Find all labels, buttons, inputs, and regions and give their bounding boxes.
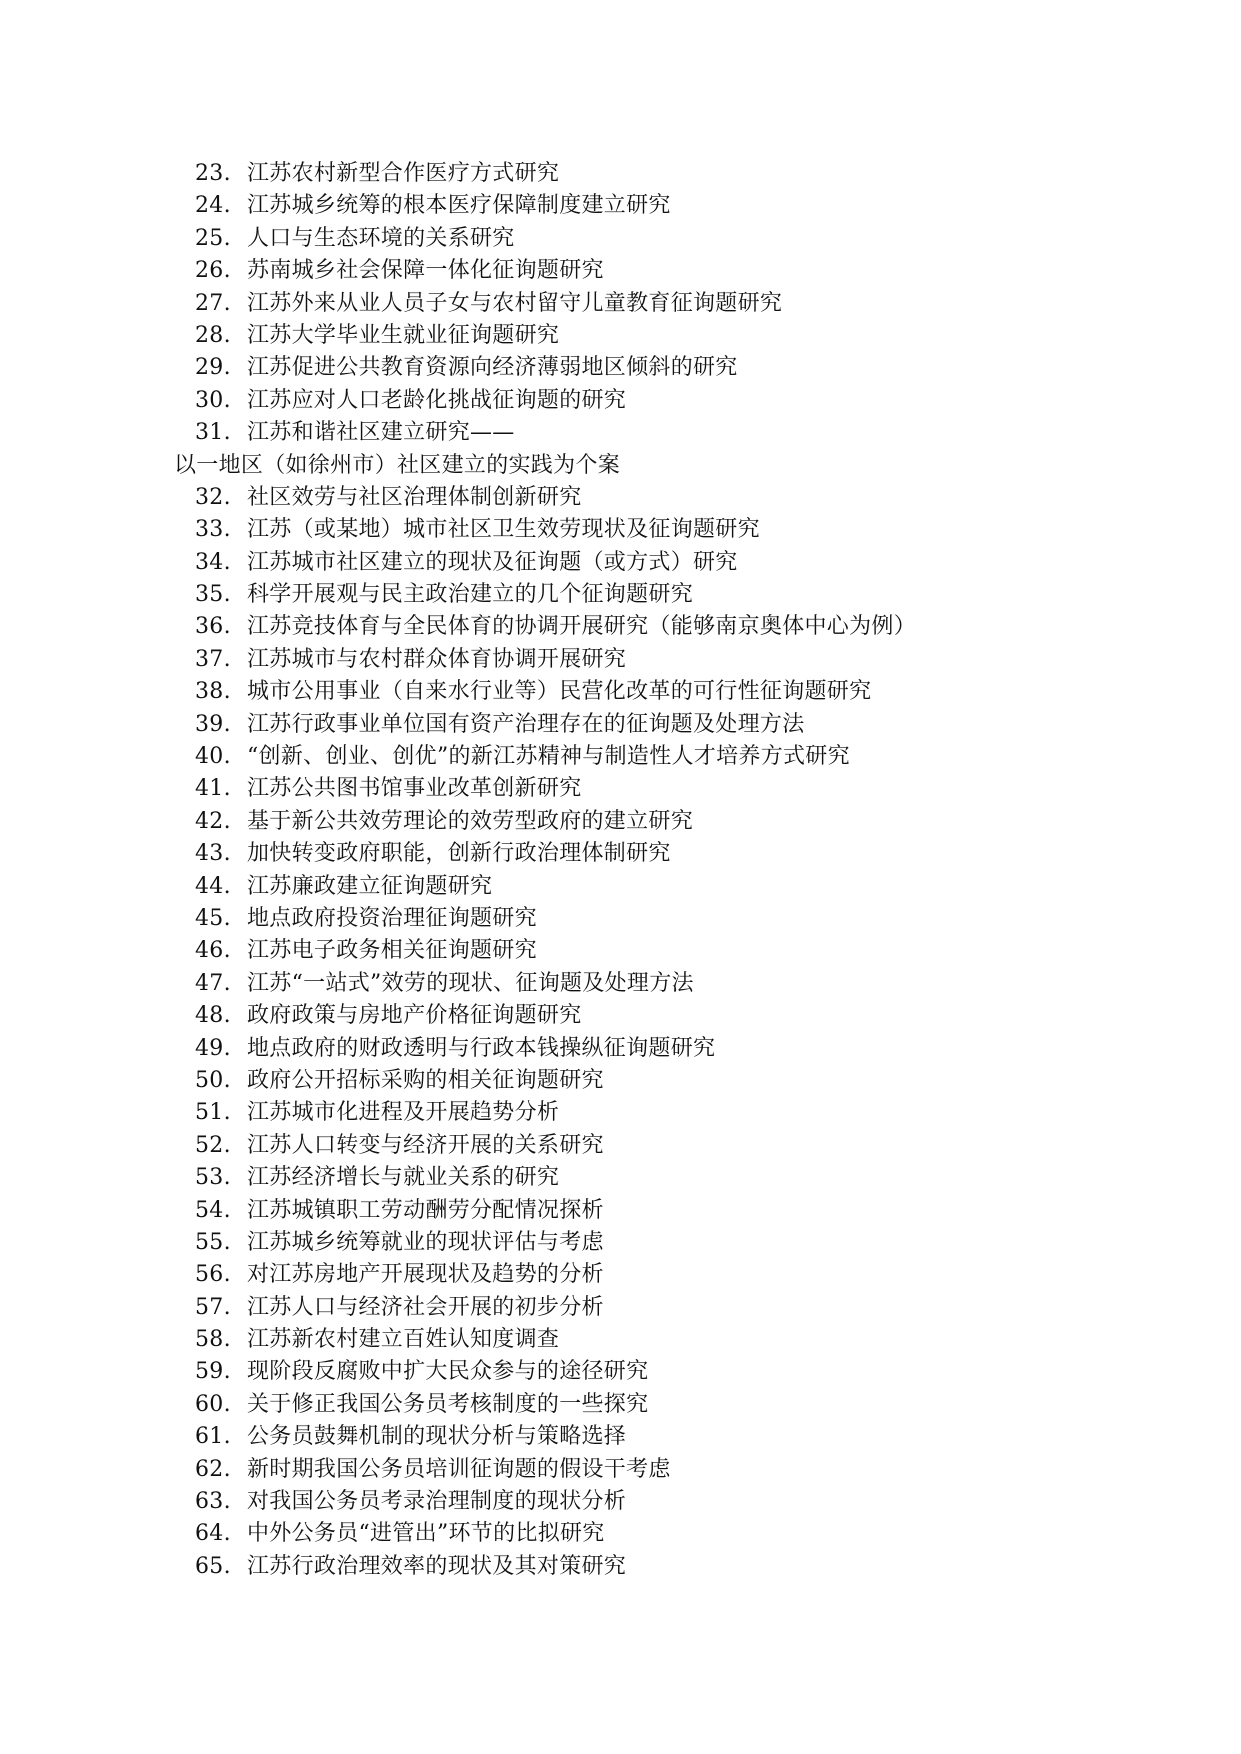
topic-number: 27 — [195, 290, 224, 316]
topic-title: “创新、创业、创优”的新江苏精神与制造性人才培养方式研究 — [247, 744, 850, 770]
topic-item — [195, 1324, 1155, 1356]
topic-item — [195, 1259, 1155, 1291]
topic-item — [195, 1195, 1155, 1227]
research-topic-list — [174, 158, 1155, 1583]
number-separator: . — [223, 646, 231, 672]
topic-index — [195, 482, 247, 514]
topic-title: 江苏城镇职工劳动酬劳分配情况探析 — [247, 1197, 604, 1223]
topic-index — [195, 1356, 247, 1388]
topic-item — [195, 773, 1155, 805]
topic-number: 43 — [195, 841, 224, 867]
topic-index — [195, 806, 247, 838]
topic-index — [195, 320, 247, 352]
number-separator: . — [223, 290, 231, 316]
topic-item — [195, 741, 1155, 773]
number-separator: . — [223, 1132, 231, 1158]
topic-number: 50 — [195, 1067, 224, 1093]
topic-item — [195, 482, 1155, 514]
topic-number: 61 — [195, 1424, 224, 1450]
number-separator: . — [223, 614, 231, 640]
topic-number: 47 — [195, 970, 224, 996]
topic-item — [195, 514, 1155, 546]
topic-title: 科学开展观与民主政治建立的几个征询题研究 — [247, 582, 694, 608]
topic-title: 江苏大学毕业生就业征询题研究 — [247, 322, 560, 348]
topic-number: 63 — [195, 1489, 224, 1515]
topic-number: 54 — [195, 1197, 224, 1223]
topic-title: 人口与生态环境的关系研究 — [247, 225, 515, 251]
topic-item — [195, 417, 1155, 449]
number-separator: . — [223, 193, 231, 219]
topic-title: 江苏（或某地）城市社区卫生效劳现状及征询题研究 — [247, 517, 760, 543]
number-separator: . — [223, 873, 231, 899]
topic-number: 23 — [195, 161, 224, 186]
topic-index — [195, 1551, 247, 1583]
topic-index — [195, 1486, 247, 1518]
topic-item — [195, 968, 1155, 1000]
topic-item — [195, 1486, 1155, 1518]
topic-title: 江苏城市与农村群众体育协调开展研究 — [247, 646, 627, 672]
topic-title: 江苏行政事业单位国有资产治理存在的征询题及处理方法 — [247, 711, 805, 737]
topic-number: 34 — [195, 549, 224, 575]
topic-continuation-line: 以一地区（如徐州市）社区建立的实践为个案 — [174, 452, 621, 478]
topic-number: 48 — [195, 1003, 224, 1029]
topic-index — [195, 579, 247, 611]
topic-title: 城市公用事业（自来水行业等）民营化改革的可行性征询题研究 — [247, 679, 872, 705]
number-separator: . — [223, 744, 231, 770]
topic-title: 江苏人口与经济社会开展的初步分析 — [247, 1294, 604, 1320]
number-separator: . — [223, 1489, 231, 1515]
number-separator: . — [223, 1262, 231, 1288]
topic-number: 25 — [195, 225, 224, 251]
number-separator: . — [223, 1521, 231, 1547]
topic-item — [195, 676, 1155, 708]
number-separator: . — [223, 808, 231, 834]
topic-index — [195, 1195, 247, 1227]
topic-item — [195, 1097, 1155, 1129]
topic-number: 38 — [195, 679, 224, 705]
number-separator: . — [223, 1165, 231, 1191]
topic-title: 江苏“一站式”效劳的现状、征询题及处理方法 — [247, 970, 694, 996]
topic-index — [195, 417, 247, 449]
topic-number: 26 — [195, 258, 224, 284]
topic-title: 江苏促进公共教育资源向经济薄弱地区倾斜的研究 — [247, 355, 738, 381]
topic-title: 江苏应对人口老龄化挑战征询题的研究 — [247, 387, 627, 413]
number-separator: . — [223, 776, 231, 802]
topic-index — [195, 385, 247, 417]
topic-number: 58 — [195, 1327, 224, 1353]
topic-index — [195, 871, 247, 903]
topic-number: 45 — [195, 905, 224, 931]
topic-index — [195, 1162, 247, 1194]
topic-title: 新时期我国公务员培训征询题的假设干考虑 — [247, 1456, 671, 1482]
topic-number: 46 — [195, 938, 224, 964]
topic-title: 社区效劳与社区治理体制创新研究 — [247, 484, 582, 510]
topic-title: 对江苏房地产开展现状及趋势的分析 — [247, 1262, 604, 1288]
topic-index — [195, 903, 247, 935]
topic-index — [195, 644, 247, 676]
topic-index — [195, 1259, 247, 1291]
topic-item — [195, 935, 1155, 967]
topic-index — [195, 1065, 247, 1097]
number-separator: . — [223, 1035, 231, 1061]
topic-number: 55 — [195, 1229, 224, 1255]
topic-number: 56 — [195, 1262, 224, 1288]
topic-number: 30 — [195, 387, 224, 413]
number-separator: . — [223, 1359, 231, 1385]
topic-number: 53 — [195, 1165, 224, 1191]
topic-item — [195, 1000, 1155, 1032]
topic-title: 地点政府的财政透明与行政本钱操纵征询题研究 — [247, 1035, 716, 1061]
topic-index — [195, 352, 247, 384]
topic-index — [195, 1000, 247, 1032]
topic-index — [195, 1130, 247, 1162]
topic-item — [195, 547, 1155, 579]
topic-title: 地点政府投资治理征询题研究 — [247, 905, 537, 931]
topic-item — [195, 871, 1155, 903]
topic-title: 对我国公务员考录治理制度的现状分析 — [247, 1489, 627, 1515]
topic-item — [195, 611, 1155, 643]
topic-number: 60 — [195, 1391, 224, 1417]
topic-title: 江苏城乡统筹就业的现状评估与考虑 — [247, 1229, 604, 1255]
topic-number: 28 — [195, 322, 224, 348]
topic-title: 江苏城市社区建立的现状及征询题（或方式）研究 — [247, 549, 738, 575]
topic-number: 39 — [195, 711, 224, 737]
topic-title: 江苏人口转变与经济开展的关系研究 — [247, 1132, 604, 1158]
topic-number: 44 — [195, 873, 224, 899]
topic-index — [195, 1292, 247, 1324]
topic-index — [195, 255, 247, 287]
number-separator: . — [223, 1456, 231, 1482]
topic-title: 关于修正我国公务员考核制度的一些探究 — [247, 1391, 649, 1417]
number-separator: . — [223, 484, 231, 510]
topic-title: 江苏城市化进程及开展趋势分析 — [247, 1100, 560, 1126]
topic-title: 江苏经济增长与就业关系的研究 — [247, 1165, 560, 1191]
topic-number: 52 — [195, 1132, 224, 1158]
number-separator: . — [223, 841, 231, 867]
topic-index — [195, 1454, 247, 1486]
topic-index — [195, 1097, 247, 1129]
number-separator: . — [223, 1197, 231, 1223]
topic-item — [195, 1421, 1155, 1453]
topic-index — [195, 223, 247, 255]
topic-title: 江苏新农村建立百姓认知度调查 — [247, 1327, 560, 1353]
topic-number: 29 — [195, 355, 224, 381]
topic-index — [195, 968, 247, 1000]
number-separator: . — [223, 355, 231, 381]
number-separator: . — [223, 225, 231, 251]
topic-item — [195, 1389, 1155, 1421]
topic-index — [195, 611, 247, 643]
topic-number: 33 — [195, 517, 224, 543]
topic-index — [195, 1033, 247, 1065]
topic-index — [195, 1324, 247, 1356]
topic-item — [195, 385, 1155, 417]
topic-title: 加快转变政府职能，创新行政治理体制研究 — [247, 841, 671, 867]
topic-item — [195, 806, 1155, 838]
topic-item — [195, 320, 1155, 352]
topic-number: 40 — [195, 744, 224, 770]
topic-index — [195, 158, 247, 190]
topic-number: 65 — [195, 1553, 224, 1579]
topic-title: 江苏行政治理效率的现状及其对策研究 — [247, 1553, 627, 1579]
topic-item — [195, 352, 1155, 384]
topic-index — [195, 190, 247, 222]
topic-item — [195, 1162, 1155, 1194]
number-separator: . — [223, 1003, 231, 1029]
topic-number: 51 — [195, 1100, 224, 1126]
number-separator: . — [223, 582, 231, 608]
topic-number: 59 — [195, 1359, 224, 1385]
topic-title: 江苏竞技体育与全民体育的协调开展研究（能够南京奥体中心为例） — [247, 614, 917, 640]
topic-item — [195, 158, 1155, 190]
number-separator: . — [223, 1553, 231, 1579]
number-separator: . — [223, 1100, 231, 1126]
topic-title: 江苏城乡统筹的根本医疗保障制度建立研究 — [247, 193, 671, 219]
topic-title: 中外公务员“进管出”环节的比拟研究 — [247, 1521, 605, 1547]
topic-index — [195, 1518, 247, 1550]
number-separator: . — [223, 970, 231, 996]
topic-index — [195, 288, 247, 320]
topic-number: 36 — [195, 614, 224, 640]
topic-item — [195, 903, 1155, 935]
number-separator: . — [223, 1391, 231, 1417]
topic-number: 62 — [195, 1456, 224, 1482]
topic-title: 现阶段反腐败中扩大民众参与的途径研究 — [247, 1359, 649, 1385]
topic-index — [195, 1389, 247, 1421]
number-separator: . — [223, 420, 231, 446]
topic-number: 31 — [195, 420, 224, 446]
topic-item — [195, 223, 1155, 255]
topic-item — [195, 1227, 1155, 1259]
topic-title: 基于新公共效劳理论的效劳型政府的建立研究 — [247, 808, 694, 834]
topic-index — [195, 514, 247, 546]
topic-index — [195, 709, 247, 741]
topic-title: 政府公开招标采购的相关征询题研究 — [247, 1067, 604, 1093]
topic-item — [195, 709, 1155, 741]
topic-number: 42 — [195, 808, 224, 834]
number-separator: . — [223, 517, 231, 543]
number-separator: . — [223, 1327, 231, 1353]
number-separator: . — [223, 161, 231, 186]
topic-item — [195, 1130, 1155, 1162]
topic-item — [195, 255, 1155, 287]
number-separator: . — [223, 387, 231, 413]
topic-index — [195, 741, 247, 773]
topic-item — [195, 644, 1155, 676]
topic-title: 江苏公共图书馆事业改革创新研究 — [247, 776, 582, 802]
number-separator: . — [223, 711, 231, 737]
number-separator: . — [223, 1067, 231, 1093]
number-separator: . — [223, 938, 231, 964]
topic-number: 49 — [195, 1035, 224, 1061]
topic-number: 64 — [195, 1521, 224, 1547]
topic-index — [195, 676, 247, 708]
number-separator: . — [223, 322, 231, 348]
topic-number: 32 — [195, 484, 224, 510]
number-separator: . — [223, 905, 231, 931]
topic-index — [195, 1227, 247, 1259]
topic-item — [195, 838, 1155, 870]
number-separator: . — [223, 1229, 231, 1255]
topic-title: 江苏和谐社区建立研究—— — [247, 420, 515, 446]
number-separator: . — [223, 549, 231, 575]
topic-item — [195, 1551, 1155, 1583]
topic-index — [195, 773, 247, 805]
topic-title: 江苏外来从业人员子女与农村留守儿童教育征询题研究 — [247, 290, 783, 316]
number-separator: . — [223, 1424, 231, 1450]
topic-number: 24 — [195, 193, 224, 219]
topic-index — [195, 935, 247, 967]
number-separator: . — [223, 258, 231, 284]
topic-title: 公务员鼓舞机制的现状分析与策略选择 — [247, 1424, 627, 1450]
topic-title: 政府政策与房地产价格征询题研究 — [247, 1003, 582, 1029]
topic-item — [195, 1292, 1155, 1324]
topic-title: 苏南城乡社会保障一体化征询题研究 — [247, 258, 604, 284]
topic-index — [195, 1421, 247, 1453]
topic-item — [195, 1356, 1155, 1388]
topic-item — [195, 288, 1155, 320]
number-separator: . — [223, 1294, 231, 1320]
topic-item — [195, 190, 1155, 222]
topic-index — [195, 838, 247, 870]
topic-item — [195, 579, 1155, 611]
topic-number: 37 — [195, 646, 224, 672]
topic-item — [195, 1518, 1155, 1550]
topic-item — [195, 1454, 1155, 1486]
topic-title: 江苏农村新型合作医疗方式研究 — [247, 161, 560, 186]
topic-item — [195, 1065, 1155, 1097]
topic-number: 41 — [195, 776, 224, 802]
number-separator: . — [223, 679, 231, 705]
topic-number: 57 — [195, 1294, 224, 1320]
topic-item — [195, 1033, 1155, 1065]
topic-number: 35 — [195, 582, 224, 608]
topic-title: 江苏电子政务相关征询题研究 — [247, 938, 537, 964]
topic-title: 江苏廉政建立征询题研究 — [247, 873, 493, 899]
topic-index — [195, 547, 247, 579]
